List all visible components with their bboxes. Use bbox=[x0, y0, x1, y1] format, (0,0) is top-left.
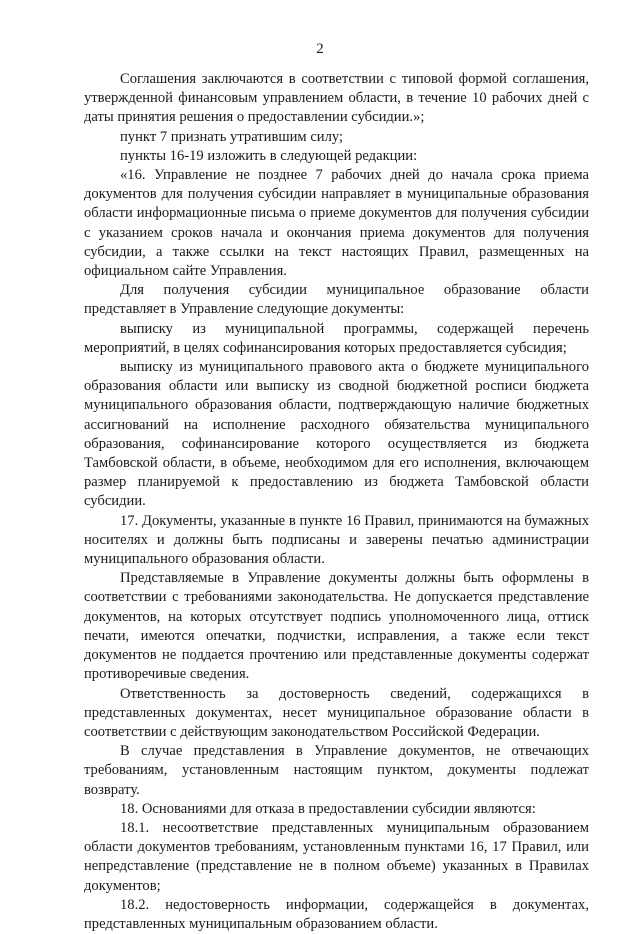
paragraph-agreements: Соглашения заключаются в соответствии с типовой формой соглашения, утвержденной финансовым управлением области, в течение 10 рабочих дней с даты принятия решения о предоставлении субсидии.»; bbox=[84, 71, 589, 126]
paragraph-budget-extract: выписку из муниципального правового акта о бюджете муниципального образования области или выписку из сводной бюджетной росписи бюджета муниципального образования области, подтверждающую наличие бюджетных ассигнований на исполнение расходного обязательства муниципального образования, софинансирование которого осуществляется из бюджета Тамбовской области, в объеме, необходимом для его исполнения, включающем размер планируемой к предоставлению из бюджета Тамбовской области субсидии. bbox=[84, 359, 589, 510]
paragraph-responsibility: Ответственность за достоверность сведений, содержащихся в представленных документах, несет муниципальное образование области в соответствии с действующим законодательством Российской Федерации. bbox=[84, 685, 589, 740]
paragraph-program-extract: выписку из муниципальной программы, содержащей перечень мероприятий, в целях софинансирования которых предоставляется субсидия; bbox=[84, 320, 589, 356]
paragraph-document-requirements: Представляемые в Управление документы должны быть оформлены в соответствии с требованиями законодательства. Не допускается представление документов, на которых отсутствует подпись уполномоченного лица, оттиск печати, имеются опечатки, подчистки, исправления, а также если текст документов не поддается прочтению или представленные документы содержат противоречивые сведения. bbox=[84, 570, 589, 683]
paragraph-point-7: пункт 7 признать утратившим силу; bbox=[120, 128, 344, 145]
paragraph-16: «16. Управление не позднее 7 рабочих дней до начала срока приема документов для получения субсидии направляет в муниципальные образования области информационные письма о приеме документов для получения субсидии с указанием сроков начала и окончания приема документов для получения субсидии, а также ссылки на текст настоящих Правил, размещенных на официальном сайте Управления. bbox=[84, 167, 589, 280]
paragraph-18-1: 18.1. несоответствие представленных муниципальным образованием области документов требованиям, установленным пунктами 16, 17 Правил, или непредставление (представление не в полном объеме) указанных в Правилах документов; bbox=[84, 819, 589, 894]
paragraph-17: 17. Документы, указанные в пункте 16 Правил, принимаются на бумажных носителях и должны быть подписаны и заверены печатью администрации муниципального образования области. bbox=[84, 512, 589, 568]
paragraph-18-2: 18.2. недостоверность информации, содержащейся в документах, представленных муниципальным образованием области. bbox=[84, 896, 589, 932]
document-body bbox=[84, 70, 589, 934]
paragraph-return: В случае представления в Управление документов, не отвечающих требованиям, установленным настоящим пунктом, документы подлежат возврату. bbox=[84, 743, 589, 798]
page-number: 2 bbox=[316, 41, 324, 57]
paragraph-18: 18. Основаниями для отказа в предоставлении субсидии являются: bbox=[120, 800, 536, 817]
paragraph-points-16-19: пункты 16-19 изложить в следующей редакции: bbox=[120, 147, 418, 164]
paragraph-documents-intro: Для получения субсидии муниципальное образование области представляет в Управление следующие документы: bbox=[84, 282, 589, 318]
